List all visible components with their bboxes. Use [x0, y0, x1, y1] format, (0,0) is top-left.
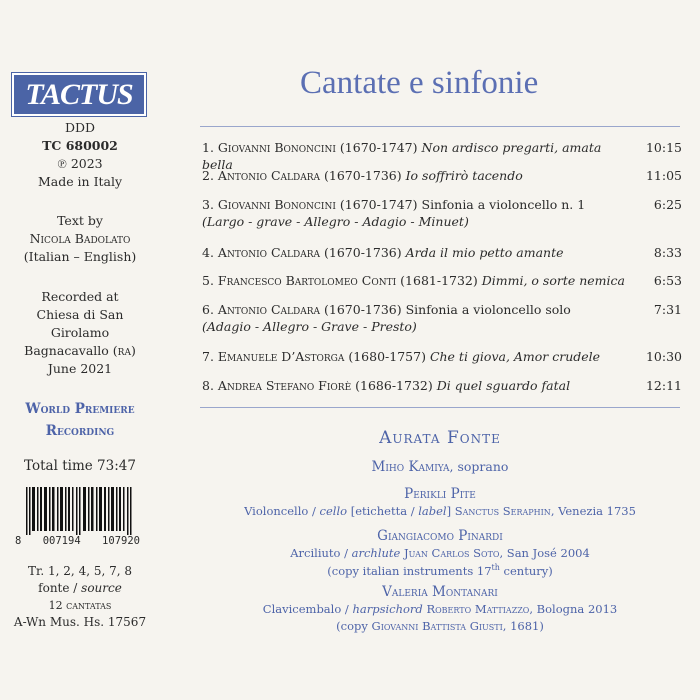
track-row: 2. Antonio Caldara (1670-1736) Io soffrirò tacendo 11:05	[202, 168, 682, 183]
total-time: Total time 73:47	[24, 458, 136, 474]
barcode-icon	[26, 487, 134, 535]
text-by-label: Text by	[57, 213, 103, 228]
track-row: 1. Giovanni Bononcini (1670-1747) Non ardisco pregarti, amata bella 10:15	[202, 140, 682, 172]
track-row: 7. Emanuele D’Astorga (1680-1757) Che ti giova, Amor crudele 10:30	[202, 349, 682, 364]
album-title: Cantate e sinfonie	[300, 65, 539, 101]
tactus-logo: TACTUS	[12, 73, 146, 116]
venue-line-1: Chiesa di San	[36, 307, 124, 322]
source-tracks: Tr. 1, 2, 4, 5, 7, 8	[27, 564, 132, 578]
text-credit	[0, 212, 160, 266]
source-cantatas: 12 cantatas	[48, 599, 112, 612]
source-shelfmark: A-Wn Mus. Hs. 17567	[13, 615, 147, 629]
text-author: Nicola Badolato	[29, 231, 131, 246]
performer-archlute: Giangiacomo Pinardi Arciliuto / archlute Juan Carlos Soto, San José 2004 (copy italian instruments 17th century)	[290, 528, 590, 578]
venue-line-3: Bagnacavallo (ra)	[24, 343, 136, 358]
track-row: 8. Andrea Stefano Fiorè (1686-1732) Di quel sguardo fatal 12:11	[202, 378, 682, 393]
performer-harpsichord: Valeria Montanari Clavicembalo / harpsichord Roberto Mattiazzo, Bologna 2013 (copy Giovanni Battista Giusti, 1681)	[262, 584, 618, 633]
barcode-digits: 8 007194 107920	[15, 535, 140, 547]
ensemble-name: Aurata Fonte	[379, 428, 501, 448]
performer-cello: Perikli Pite Violoncello / cello [etichetta / label] Sanctus Seraphin, Venezia 1735	[244, 486, 636, 518]
premiere-line-2: Recording	[45, 423, 115, 439]
world-premiere	[0, 398, 160, 442]
track-row: 4. Antonio Caldara (1670-1736) Arda il mio petto amante 8:33	[202, 245, 682, 260]
track-row: 5. Francesco Bartolomeo Conti (1681-1732) Dimmi, o sorte nemica 6:53	[202, 273, 682, 288]
track-row: 6. Antonio Caldara (1670-1736) Sinfonia a violoncello solo (Adagio - Allegro - Grave - Presto) 7:31	[202, 302, 682, 334]
source-info	[0, 563, 160, 631]
performer-soprano: Miho Kamiya, soprano	[371, 459, 509, 475]
premiere-line-1: World Premiere	[25, 401, 135, 417]
title-divider	[200, 126, 680, 127]
recorded-at-label: Recorded at	[41, 289, 119, 304]
left-column	[0, 0, 170, 700]
recording-date: June 2021	[47, 361, 113, 376]
ddd-label: DDD	[64, 120, 96, 135]
recording-info	[0, 288, 160, 378]
track-row: 3. Giovanni Bononcini (1670-1747) Sinfonia a violoncello n. 1 (Largo - grave - Allegro - Adagio - Minuet) 6:25	[202, 197, 682, 229]
catalog-number: TC 680002	[42, 138, 118, 153]
phonogram-year: ℗ 2023	[57, 156, 103, 171]
source-label: fonte / source	[38, 581, 122, 595]
venue-line-2: Girolamo	[50, 325, 110, 340]
text-languages: (Italian – English)	[23, 249, 137, 264]
release-info	[0, 119, 160, 191]
made-in: Made in Italy	[37, 174, 123, 189]
tracks-divider	[200, 407, 680, 408]
